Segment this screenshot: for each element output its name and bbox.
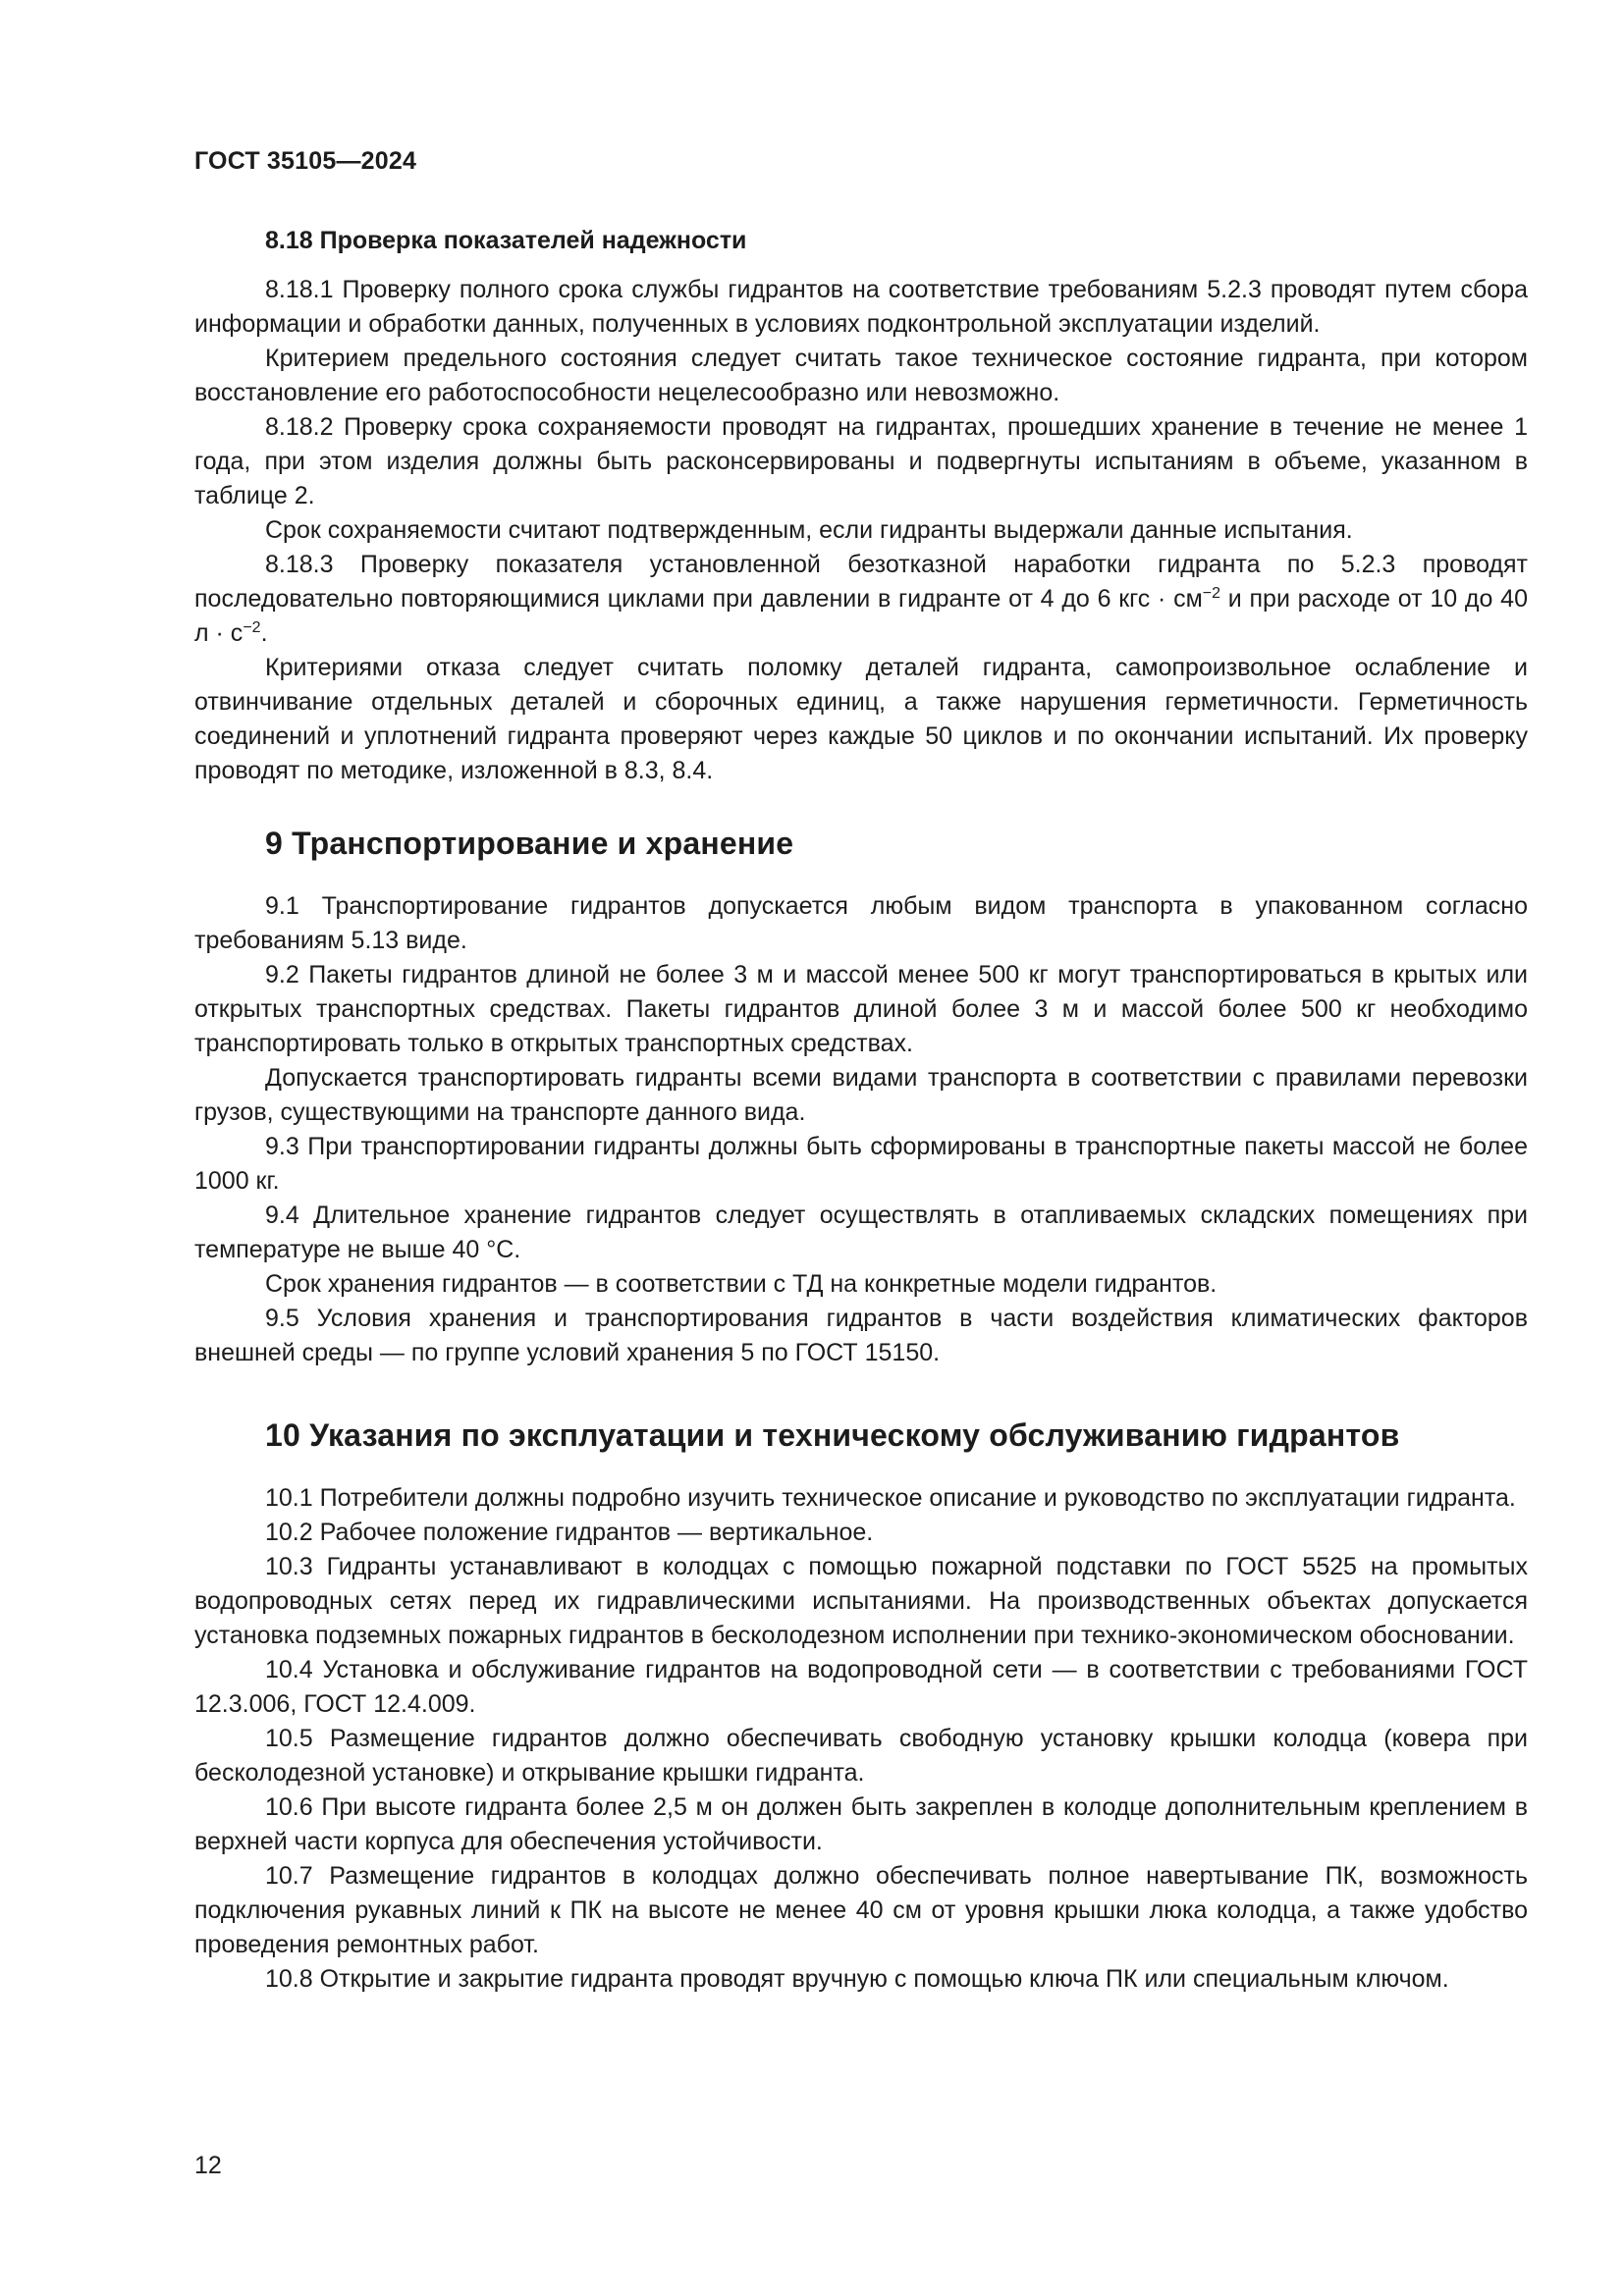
document-page — [194, 147, 1528, 1997]
paragraph: 8.18.2 Проверку срока сохраняемости проводят на гидрантах, прошедших хранение в течение не менее 1 года, при этом изделия должны быть расконсервированы и подвергнуты испытаниям в объеме, указанном в таблице 2. — [194, 413, 1528, 509]
document-header: ГОСТ 35105—2024 — [194, 147, 417, 175]
paragraph: 10.7 Размещение гидрантов в колодцах должно обеспечивать полное навертывание ПК, возможность подключения рукавных линий к ПК на высоте не менее 40 см от уровня крышки люка колодца, а также удобство проведения ремонтных работ. — [194, 1862, 1528, 1958]
page-number: 12 — [194, 2152, 222, 2179]
paragraph: Критериями отказа следует считать поломку деталей гидранта, самопроизвольное ослабление и отвинчивание отдельных деталей и сборочных единиц, а также нарушения герметичности. Герметичность соединений и уплотнений гидранта проверяют через каждые 50 циклов и по окончании испытаний. Их проверку проводят по методике, изложенной в 8.3, 8.4. — [194, 654, 1528, 784]
paragraph: Критерием предельного состояния следует считать такое техническое состояние гидранта, при котором восстановление его работоспособности нецелесообразно или невозможно. — [194, 345, 1528, 406]
paragraph: 9.5 Условия хранения и транспортирования гидрантов в части воздействия климатических факторов внешней среды — по группе условий хранения 5 по ГОСТ 15150. — [194, 1305, 1528, 1366]
paragraph: 10.6 При высоте гидранта более 2,5 м он должен быть закреплен в колодце дополнительным креплением в верхней части корпуса для обеспечения устойчивости. — [194, 1793, 1528, 1855]
paragraph-text: 8.18.3 Проверку показателя установленной безотказной наработки гидранта по 5.2.3 проводят последовательно повторяющимися циклами при давлении в гидранте от 4 до 6 кгс · см — [194, 551, 1528, 613]
section-9 — [194, 889, 1528, 1370]
section-title: 9 Транспортирование и хранение — [265, 826, 794, 861]
paragraph: Срок сохраняемости считают подтвержденным, если гидранты выдержали данные испытания. — [265, 516, 1353, 544]
paragraph-text: . — [260, 619, 268, 647]
paragraph: 10.8 Открытие и закрытие гидранта проводят вручную с помощью ключа ПК или специальным ключом. — [265, 1965, 1449, 1993]
paragraph: 9.2 Пакеты гидрантов длиной не более 3 м и массой менее 500 кг могут транспортироваться в крытых или открытых транспортных средствах. Пакеты гидрантов длиной более 3 м и массой более 500 кг необходимо транспортировать только в открытых транспортных средствах. — [194, 961, 1528, 1057]
paragraph: 10.3 Гидранты устанавливают в колодцах с помощью пожарной подставки по ГОСТ 5525 на промытых водопроводных сетях перед их гидравлическими испытаниями. На производственных объектах допускается установка подземных пожарных гидрантов в бесколодезном исполнении при технико-экономическом обосновании. — [194, 1553, 1528, 1649]
section-10 — [194, 1481, 1528, 1997]
paragraph: 10.5 Размещение гидрантов должно обеспечивать свободную установку крышки колодца (ковера при бесколодезной установке) и открывание крышки гидранта. — [194, 1725, 1528, 1787]
paragraph: 9.1 Транспортирование гидрантов допускается любым видом транспорта в упакованном согласно требованиям 5.13 виде. — [194, 892, 1528, 954]
paragraph: 9.4 Длительное хранение гидрантов следует осуществлять в отапливаемых складских помещениях при температуре не выше 40 °С. — [194, 1201, 1528, 1263]
paragraph: Допускается транспортировать гидранты всеми видами транспорта в соответствии с правилами перевозки грузов, существующими на транспорте данного вида. — [194, 1064, 1528, 1126]
paragraph-text: и при расходе от 10 до 40 л · с — [194, 585, 1528, 647]
paragraph: Срок хранения гидрантов — в соответствии с ТД на конкретные модели гидрантов. — [265, 1270, 1218, 1298]
subsection-title: 8.18 Проверка показателей надежности — [265, 227, 747, 254]
paragraph: 9.3 При транспортировании гидранты должны быть сформированы в транспортные пакеты массой не более 1000 кг. — [194, 1133, 1528, 1195]
superscript: −2 — [1202, 585, 1221, 602]
section-8-18 — [194, 227, 1528, 788]
paragraph: 10.1 Потребители должны подробно изучить техническое описание и руководство по эксплуатации гидранта. — [265, 1484, 1516, 1512]
paragraph — [194, 548, 1528, 651]
section-title: 10 Указания по эксплуатации и техническому обслуживанию гидрантов — [265, 1417, 1400, 1453]
superscript: −2 — [243, 619, 261, 636]
paragraph: 8.18.1 Проверку полного срока службы гидрантов на соответствие требованиям 5.2.3 проводят путем сбора информации и обработки данных, полученных в условиях подконтрольной эксплуатации изделий. — [194, 276, 1528, 338]
paragraph: 10.2 Рабочее положение гидрантов — вертикальное. — [265, 1519, 874, 1546]
paragraph: 10.4 Установка и обслуживание гидрантов на водопроводной сети — в соответствии с требованиями ГОСТ 12.3.006, ГОСТ 12.4.009. — [194, 1656, 1528, 1718]
